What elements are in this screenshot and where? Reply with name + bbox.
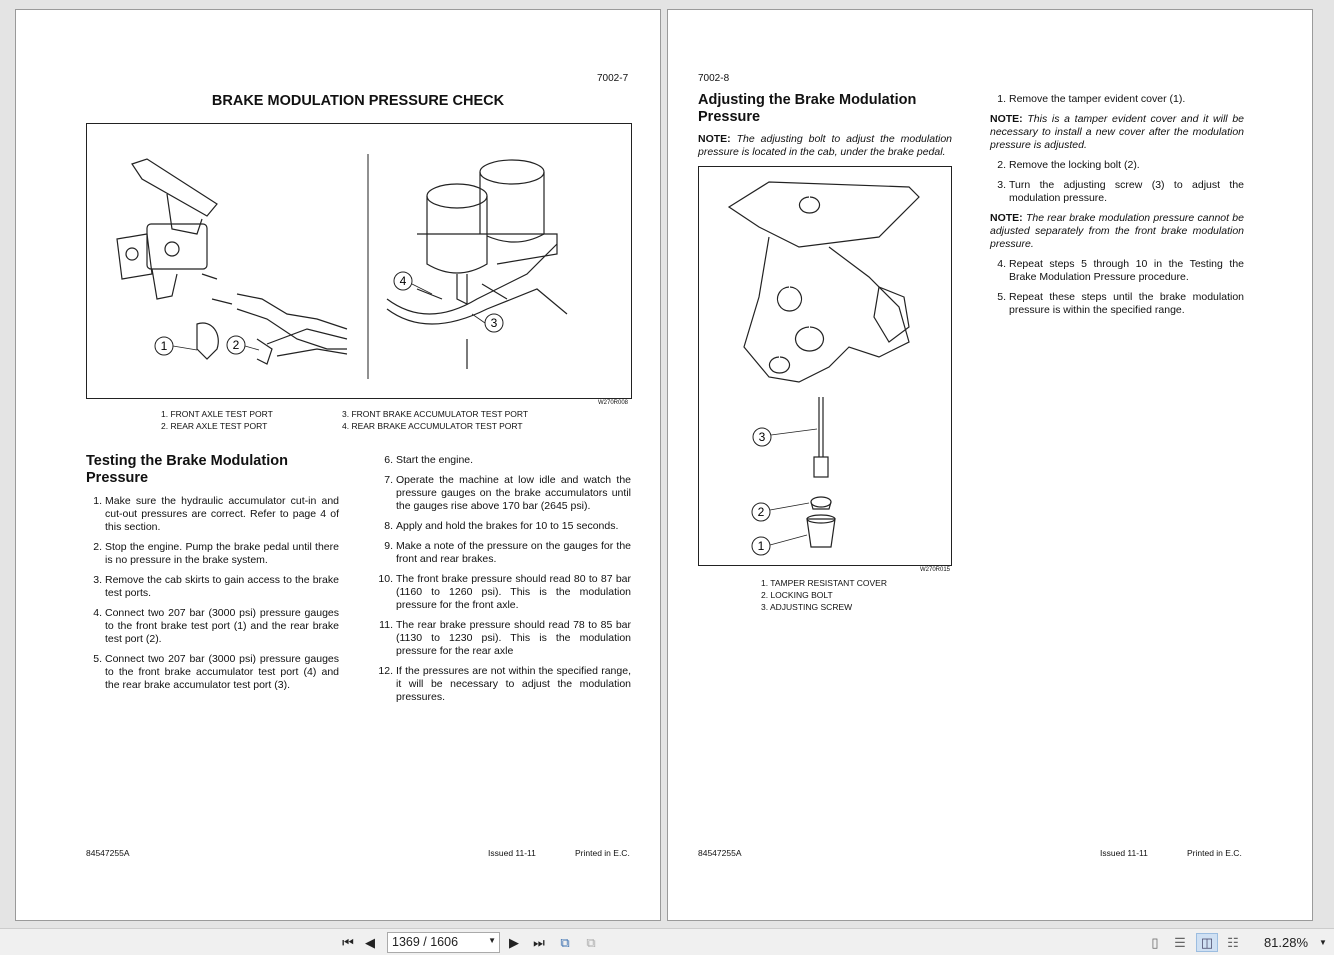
two-page-continuous-view-icon[interactable]: ☷ [1227,934,1239,950]
page-title: BRAKE MODULATION PRESSURE CHECK [211,93,505,109]
figure-code: W270R008 [598,400,629,406]
step-item: 2. Stop the engine. Pump the brake pedal until there is no pressure in the brake system. [93,541,339,566]
step-item: 9. Make a note of the pressure on the gauges for the front and rear brakes. [384,540,631,565]
callout-3: 3 [490,316,498,330]
note-tamper-cover: NOTE: This is a tamper evident cover and it will be necessary to install a new cover after the modulation pressure is adjusted. [990,113,1244,151]
step-item: 1. Make sure the hydraulic accumulator cut-in and cut-out pressures are correct. Refer to page 4 of this section. [93,495,339,533]
chevron-down-icon[interactable]: ▼ [488,936,496,945]
callout-2: 2 [757,505,765,519]
step-item: 6. Start the engine. [384,454,474,466]
legend-item: 3. FRONT BRAKE ACCUMULATOR TEST PORT [342,409,529,419]
callout-1: 1 [757,539,765,553]
continuous-view-icon[interactable]: ☰ [1174,934,1186,950]
figure-legend [161,408,273,432]
steps-4-5 [990,258,1244,317]
step-item: 3. Remove the cab skirts to gain access to the brake test ports. [93,574,339,599]
legend-item: 2. REAR AXLE TEST PORT [161,421,268,431]
step-item: 7. Operate the machine at low idle and watch the pressure gauges on the brake accumulators until the gauges rise above 170 bar (2645 psi). [384,474,631,512]
figure-code: W270R015 [920,567,951,573]
legend-item: 4. REAR BRAKE ACCUMULATOR TEST PORT [342,421,523,431]
last-page-icon[interactable]: ⏭ [533,934,545,950]
footer-issued: Issued 11-11 [488,848,536,858]
step-item: 1. Remove the tamper evident cover (1). [997,93,1186,105]
page-number: 7002-8 [698,73,730,84]
next-view-icon: ⧉ [586,934,596,950]
legend-item: 1. TAMPER RESISTANT COVER [761,578,887,588]
next-page-icon[interactable]: ▶ [509,934,519,950]
step-item: 3. Turn the adjusting screw (3) to adjust the modulation pressure. [997,179,1244,204]
steps-list-b [377,454,631,711]
callout-3: 3 [758,430,766,444]
section-title: Adjusting the Brake Modulation Pressure [698,92,917,125]
page-left [15,9,661,921]
previous-view-icon[interactable]: ⧉ [560,934,570,950]
step-item: 11. The rear brake pressure should read 78 to 85 bar (1130 to 1230 psi). This is the modulation pressure for the rear axle [379,619,631,657]
step-item: 5. Connect two 207 bar (3000 psi) pressure gauges to the front brake accumulator test port (4) and the rear brake accumulator test port (3). [93,653,339,691]
step-1 [990,93,1244,106]
previous-page-icon[interactable]: ◀ [365,934,375,950]
figure-adjusting-screw [698,166,952,566]
valve-illustration [699,167,951,565]
two-page-view-icon[interactable]: ◫ [1196,933,1218,952]
section-title: Testing the Brake Modulation Pressure [86,453,288,486]
footer-issued: Issued 11-11 [1100,848,1148,858]
footer-doc: 84547255A [86,848,130,858]
page-right [667,9,1313,921]
note-rear-brake: NOTE: The rear brake modulation pressure cannot be adjusted separately from the front brake modulation pressure. [990,212,1244,250]
figure-legend [761,577,887,613]
legend-item: 2. LOCKING BOLT [761,590,833,600]
callout-2: 2 [232,338,240,352]
footer-printed: Printed in E.C. [1187,848,1242,858]
step-item: 4. Repeat steps 5 through 10 in the Testing the Brake Modulation Pressure procedure. [997,258,1244,283]
figure-legend-2 [342,408,528,432]
legend-item: 1. FRONT AXLE TEST PORT [161,409,273,419]
step-item: 12. If the pressures are not within the specified range, it will be necessary to adjust the modulation pressures. [378,665,631,703]
legend-item: 3. ADJUSTING SCREW [761,602,853,612]
figure-test-ports [86,123,632,399]
steps-list-a [86,495,339,699]
zoom-level[interactable]: 81.28% [1263,935,1309,950]
page-number: 7002-7 [597,73,629,84]
page-number-field[interactable]: 1369 / 1606 ▼ [387,932,500,953]
footer-printed: Printed in E.C. [575,848,630,858]
step-item: 8. Apply and hold the brakes for 10 to 15 seconds. [384,520,619,532]
step-item: 5. Repeat these steps until the brake modulation pressure is within the specified range. [997,291,1244,316]
footer-doc: 84547255A [698,848,742,858]
callout-4: 4 [399,274,407,288]
single-page-view-icon[interactable]: ▯ [1151,934,1159,950]
callout-1: 1 [160,339,168,353]
step-item: 2. Remove the locking bolt (2). [997,159,1140,171]
steps-2-3 [990,159,1244,205]
brake-valve-illustration [87,124,631,398]
step-item: 10. The front brake pressure should read 80 to 87 bar (1160 to 1260 psi). This is the modulation pressure for the front axle. [378,573,631,611]
right-column [990,93,1244,324]
first-page-icon[interactable]: ⏮ [342,934,354,950]
note-adjusting-bolt: NOTE: The adjusting bolt to adjust the modulation pressure is located in the cab, under the brake pedal. [698,133,952,158]
step-item: 4. Connect two 207 bar (3000 psi) pressure gauges to the front brake test port (1) and the rear brake test port (2). [93,607,339,645]
zoom-dropdown-icon[interactable]: ▼ [1319,938,1327,947]
viewer-toolbar [0,928,1334,955]
